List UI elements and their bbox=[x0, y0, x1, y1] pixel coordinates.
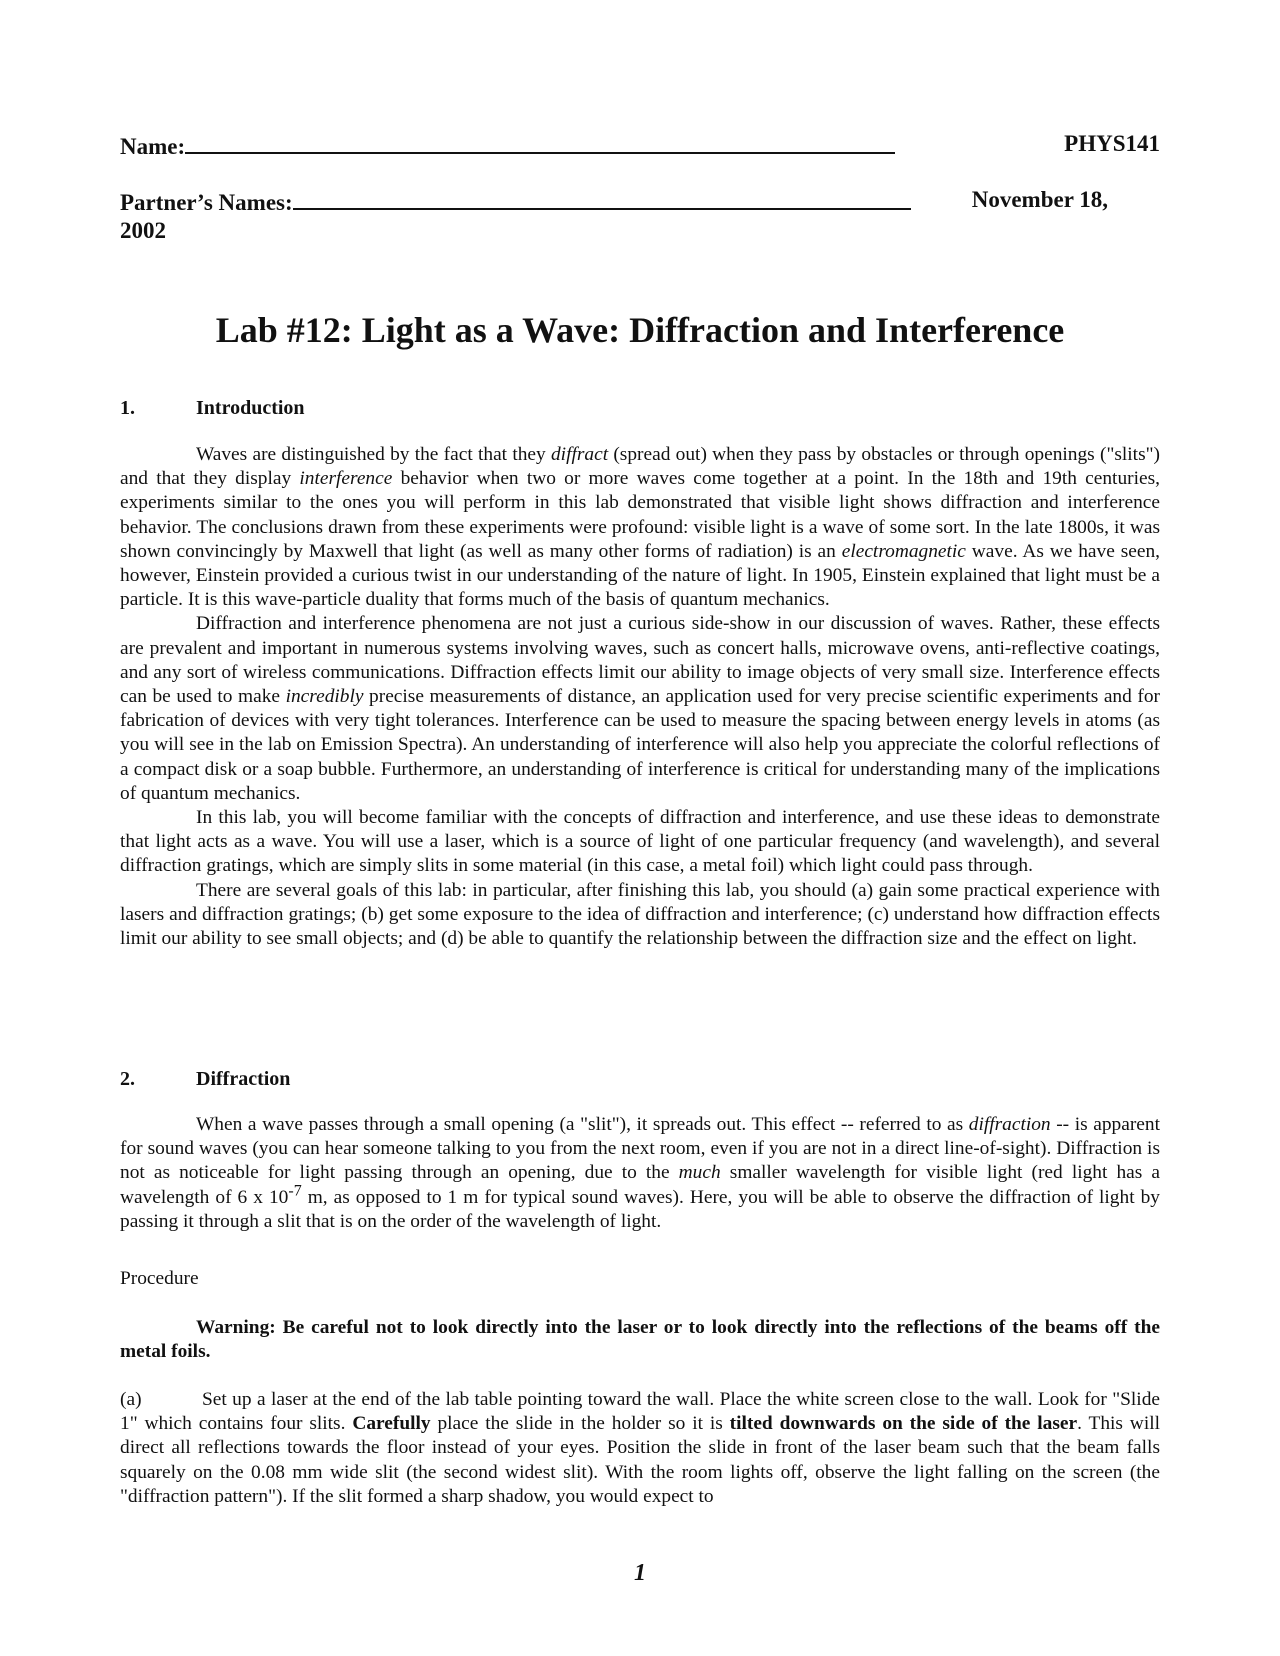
section-heading-diffraction bbox=[120, 1067, 290, 1091]
emphasis-incredibly: incredibly bbox=[285, 686, 364, 708]
course-code: PHYS141 bbox=[1064, 131, 1160, 156]
text-run: place the slide in the holder so it is bbox=[430, 1413, 730, 1435]
section-title: Diffraction bbox=[196, 1068, 291, 1090]
warning-text: Warning: Be careful not to look directly into the laser or to look directly into the reflections of the beams off the metal foils. bbox=[120, 1317, 1160, 1363]
text-run: Waves are distinguished by the fact that they bbox=[196, 444, 551, 465]
section-heading-introduction bbox=[120, 396, 305, 420]
warning-block bbox=[120, 1316, 1160, 1364]
text-run: (spread out) when they pass by obstacles or through openings ("slits") and that they display bbox=[120, 444, 1160, 490]
date-part1: November 18, bbox=[971, 187, 1108, 212]
partners-underline[interactable] bbox=[293, 186, 911, 210]
text-run: -- is apparent for sound waves (you can hear someone talking to you from the next room, even if you are not in a direct line-of-sight). Diffraction is not as noticeable for light passing through an opening, due to the bbox=[120, 1114, 1160, 1184]
name-underline[interactable] bbox=[185, 130, 895, 154]
intro-paragraph-3: In this lab, you will become familiar with the concepts of diffraction and interference, and use these ideas to demonstrate that light acts as a wave. You will use a laser, which is a source of light of one particular frequency (and wavelength), and several diffraction gratings, which are simply slits in some material (in this case, a metal foil) which light could pass through. bbox=[120, 807, 1160, 877]
emphasis-diffraction: diffraction bbox=[968, 1114, 1051, 1135]
partners-field bbox=[120, 186, 911, 217]
name-label: Name: bbox=[120, 134, 186, 159]
intro-paragraph-1 bbox=[120, 443, 1160, 612]
name-field bbox=[120, 130, 895, 161]
page-title: Lab #12: Light as a Wave: Diffraction and Interference bbox=[215, 310, 1065, 350]
name-row bbox=[120, 130, 1160, 161]
procedure-item-a bbox=[120, 1388, 1160, 1509]
diffraction-paragraph-1 bbox=[120, 1113, 1160, 1234]
text-run: m, as opposed to 1 m for typical sound waves). Here, you will be able to observe the diffraction of light by passing it through a slit that is on the order of the wavelength of light. bbox=[120, 1186, 1160, 1232]
text-run: . This will direct all reflections towards the floor instead of your eyes. Position the slide in front of the laser beam such that the beam falls squarely on the 0.08 mm wide slit (the second widest slit). With the room lights off, observe the light falling on the screen (the "diffraction pattern"). If the slit formed a sharp shadow, you would expect to bbox=[120, 1413, 1160, 1507]
emphasis-diffract: diffract bbox=[550, 444, 609, 465]
diffraction-body bbox=[120, 1113, 1160, 1234]
text-run: behavior when two or more waves come together at a point. In the 18th and 19th centuries, experiments similar to the ones you will perform in this lab demonstrated that visible light shows diffraction and interference behavior. The conclusions drawn from these experiments were profound: visible light is a wave of some sort. In the late 1800s, it was shown convincingly by Maxwell that light (as well as many other forms of radiation) is an bbox=[120, 468, 1160, 562]
emphasis-electromagnetic: electromagnetic bbox=[841, 540, 966, 562]
exponent: -7 bbox=[288, 1182, 302, 1200]
text-run: wave. As we have seen, however, Einstein provided a curious twist in our understanding of the nature of light. In 1905, Einstein explained that light must be a particle. It is this wave-particle duality that forms much of the basis of quantum mechanics. bbox=[120, 540, 1160, 611]
text-run: Diffraction and interference phenomena are not just a curious side-show in our discussion of waves. Rather, these effects are prevalent and important in numerous systems involving waves, such as concert halls, microwave ovens, anti-reflective coatings, and any sort of wireless communications. Diffraction effects limit our ability to image objects of very small size. Interference effects can be used to make bbox=[120, 613, 1160, 708]
procedure-label: Procedure bbox=[120, 1268, 199, 1289]
page-number: 1 bbox=[634, 1560, 646, 1586]
emphasis-interference: interference bbox=[299, 468, 393, 490]
partners-row bbox=[120, 186, 1160, 245]
procedure-block bbox=[120, 1267, 1160, 1291]
intro-paragraph-4: There are several goals of this lab: in particular, after finishing this lab, you should (a) gain some practical experience with lasers and diffraction gratings; (b) get some exposure to the idea of diffraction and interference; (c) understand how diffraction effects limit our ability to see small objects; and (d) be able to quantify the relationship between the diffraction size and the effect on light. bbox=[120, 879, 1160, 950]
section-number: 1. bbox=[120, 397, 135, 419]
partners-label: Partner’s Names: bbox=[120, 190, 293, 215]
item-label: (a) bbox=[120, 1389, 142, 1410]
intro-paragraph-2 bbox=[120, 612, 1160, 806]
section-title: Introduction bbox=[196, 397, 305, 419]
text-run: smaller wavelength for visible light (red light has a wavelength of 6 x 10 bbox=[120, 1162, 1160, 1208]
introduction-body bbox=[120, 443, 1160, 951]
emphasis-carefully: Carefully bbox=[352, 1413, 431, 1435]
section-number: 2. bbox=[120, 1068, 135, 1090]
text-run: When a wave passes through a small opening (a "slit"), it spreads out. This effect -- referred to as bbox=[196, 1114, 969, 1135]
item-a-paragraph bbox=[120, 1388, 1160, 1509]
emphasis-tilted: tilted downwards on the side of the laser bbox=[729, 1413, 1078, 1435]
text-run: Set up a laser at the end of the lab table pointing toward the wall. Place the white screen close to the wall. Look for "Slide 1" which contains four slits. bbox=[120, 1389, 1160, 1435]
date-part2: 2002 bbox=[120, 218, 166, 243]
emphasis-much: much bbox=[678, 1162, 721, 1184]
text-run: precise measurements of distance, an application used for very precise scientific experiments and for fabrication of devices with very tight tolerances. Interference can be used to measure the spacing between energy levels in atoms (as you will see in the lab on Emission Spectra). An understanding of interference will also help you appreciate the colorful reflections of a compact disk or a soap bubble. Furthermore, an understanding of interference is critical for understanding many of the implications of quantum mechanics. bbox=[120, 686, 1160, 804]
